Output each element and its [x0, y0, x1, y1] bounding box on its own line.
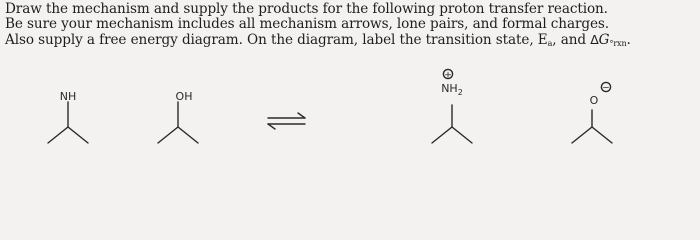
- molecule-2-skeleton: [158, 102, 198, 143]
- ea-subscript: a: [547, 39, 553, 48]
- molecule-3-label-sub: 2: [457, 88, 463, 97]
- positive-charge-symbol: +: [444, 70, 452, 81]
- molecule-2-label: OH: [175, 90, 193, 103]
- molecule-3-label-main: NH: [441, 82, 458, 95]
- molecule-4-label: O: [589, 94, 599, 107]
- g-rxn-subscript: °rxn: [609, 39, 627, 48]
- molecule-1-skeleton: [48, 102, 88, 143]
- molecule-3-skeleton: [432, 105, 472, 143]
- question-line-3-mid: , and: [552, 32, 591, 48]
- molecule-3-label: [441, 82, 463, 97]
- equilibrium-arrow-icon: [268, 113, 305, 129]
- molecule-1-label: NH: [59, 90, 77, 103]
- question-line-1: Draw the mechanism and supply the products for the following proton transfer reaction.: [5, 1, 608, 17]
- question-line-3-end: .: [626, 32, 631, 48]
- question-line-2: Be sure your mechanism includes all mechanism arrows, lone pairs, and formal charges.: [5, 16, 610, 32]
- question-line-3-prefix: Also supply a free energy diagram. On the diagram, label the transition state, E: [5, 32, 548, 48]
- g-symbol: G: [598, 32, 610, 48]
- negative-charge-symbol: −: [602, 83, 610, 94]
- delta-symbol: Δ: [590, 32, 599, 47]
- molecule-4-skeleton: [572, 110, 612, 143]
